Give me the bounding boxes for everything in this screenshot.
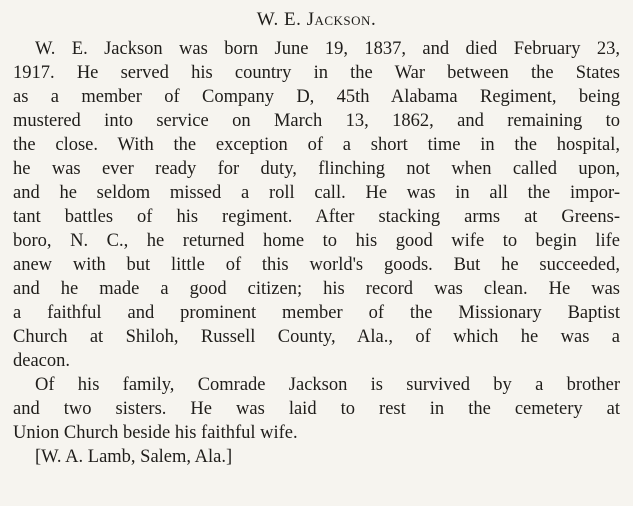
paragraph-2-line-1: Of his family, Comrade Jackson is survived by a brother — [35, 375, 620, 395]
paragraph-1-line-11: and he made a good citizen; his record was clean. He was — [13, 279, 620, 299]
paragraph-1-line-2: 1917. He served his country in the War between the States — [13, 63, 620, 83]
paragraph-2-line-3: Union Church beside his faithful wife. — [13, 423, 298, 443]
signature-line: [W. A. Lamb, Salem, Ala.] — [35, 447, 233, 467]
paragraph-1-line-13: Church at Shiloh, Russell County, Ala., of which he was a — [13, 327, 620, 347]
title-surname: Jackson. — [306, 9, 377, 30]
paragraph-1-line-9: boro, N. C., he returned home to his good wife to begin life — [13, 231, 620, 251]
paragraph-1-line-14: deacon. — [13, 351, 71, 371]
paragraph-2-line-2: and two sisters. He was laid to rest in the cemetery at — [13, 399, 620, 419]
paragraph-1-line-7: and he seldom missed a roll call. He was in all the impor- — [13, 183, 620, 203]
paragraph-1-line-5: the close. With the exception of a short time in the hospital, — [13, 135, 620, 155]
paragraph-1-line-3: as a member of Company D, 45th Alabama Regiment, being — [13, 87, 620, 107]
article-title — [0, 8, 633, 32]
paragraph-1-line-12: a faithful and prominent member of the Missionary Baptist — [13, 303, 620, 323]
paragraph-1-line-1: W. E. Jackson was born June 19, 1837, and died February 23, — [35, 39, 620, 59]
paragraph-1-line-10: anew with but little of this world's goods. But he succeeded, — [13, 255, 620, 275]
paragraph-1-line-6: he was ever ready for duty, flinching not when called upon, — [13, 159, 620, 179]
paragraph-1-line-8: tant battles of his regiment. After stacking arms at Greens- — [13, 207, 620, 227]
paragraph-1-line-4: mustered into service on March 13, 1862, and remaining to — [13, 111, 620, 131]
title-initials: W. E. — [256, 9, 302, 30]
